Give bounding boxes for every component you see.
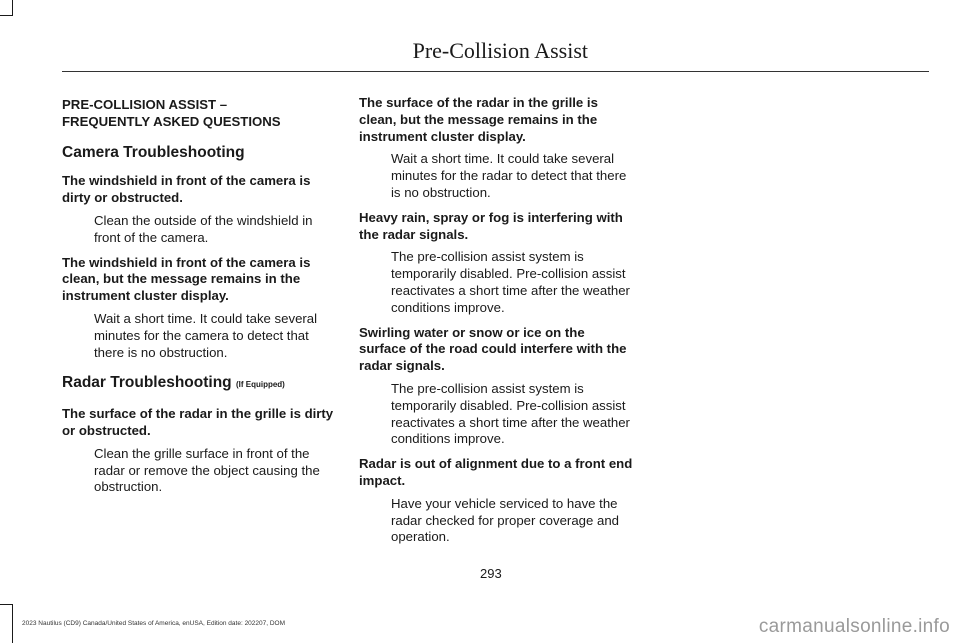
crop-mark-top-left	[12, 0, 13, 16]
faq-answer: Wait a short time. It could take several minutes for the radar to detect that there is no obstruction.	[391, 151, 627, 200]
faq-question: Heavy rain, spray or fog is interfering with the radar signals.	[359, 209, 623, 242]
faq-answer: The pre-collision assist system is temporarily disabled. Pre-collision assist reactivates a short time after the weather conditions improve.	[391, 249, 630, 315]
faq-answer: Wait a short time. It could take several minutes for the camera to detect that there is no obstruction.	[94, 310, 318, 360]
faq-question: Radar is out of alignment due to a front end impact.	[359, 456, 633, 488]
faq-question: The surface of the radar in the grille is dirty or obstructed.	[62, 406, 334, 438]
faq-question: The surface of the radar in the grille is clean, but the message remains in the instrument cluster display.	[359, 95, 598, 144]
crop-mark-bottom-left	[0, 604, 13, 605]
section-title: PRE-COLLISION ASSIST – FREQUENTLY ASKED QUESTIONS	[62, 97, 281, 129]
radar-troubleshooting-heading: Radar Troubleshooting (If Equipped)	[62, 374, 285, 392]
running-head: Pre-Collision Assist	[412, 38, 588, 63]
faq-answer: Clean the grille surface in front of the radar or remove the object causing the obstruction.	[94, 445, 320, 495]
faq-answer: Have your vehicle serviced to have the radar checked for proper coverage and operation.	[391, 495, 619, 545]
header-rule	[62, 71, 929, 72]
faq-question: The windshield in front of the camera is dirty or obstructed.	[62, 173, 311, 206]
edition-footer: 2023 Nautilus (CD9) Canada/United States of America, enUSA, Edition date: 202207, DOM	[22, 620, 286, 627]
watermark: carmanualsonline.info	[758, 616, 950, 637]
left-column	[62, 97, 337, 504]
page-number: 293	[480, 566, 502, 581]
if-equipped-tag: (If Equipped)	[235, 380, 285, 390]
crop-mark-bottom-left	[12, 604, 13, 643]
right-column	[359, 95, 634, 554]
faq-question: The windshield in front of the camera is clean, but the message remains in the instrument cluster display.	[62, 254, 311, 304]
camera-troubleshooting-heading: Camera Troubleshooting	[62, 143, 245, 161]
faq-answer: The pre-collision assist system is temporarily disabled. Pre-collision assist reactivates a short time after the weather conditions improve.	[391, 380, 630, 447]
faq-answer: Clean the outside of the windshield in front of the camera.	[94, 212, 313, 245]
faq-question: Swirling water or snow or ice on the surface of the road could interfere with the radar signals.	[359, 324, 627, 374]
crop-mark-top-left	[0, 15, 13, 16]
